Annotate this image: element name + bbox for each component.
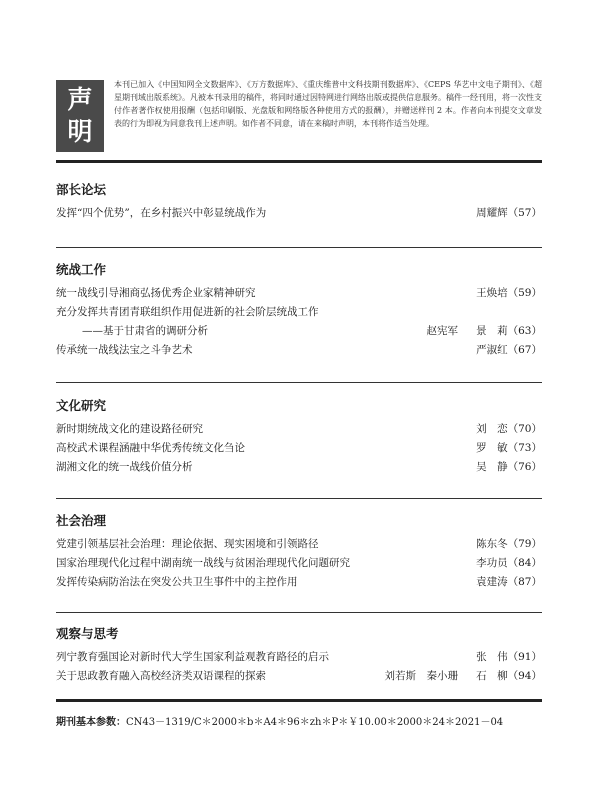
toc-entry[interactable]	[56, 573, 542, 592]
notice-badge	[56, 80, 104, 152]
article-author-page: 罗 敏（73）	[476, 442, 542, 454]
toc-entry[interactable]	[56, 554, 542, 573]
section-buzhang	[56, 180, 542, 223]
toc-entry[interactable]	[56, 439, 542, 458]
toc-entry[interactable]	[56, 341, 542, 360]
article-title: 党建引领基层社会治理：理论依据、现实困境和引领路径	[56, 538, 319, 550]
toc-entry[interactable]	[56, 535, 542, 554]
article-title: 高校武术课程涵融中华优秀传统文化刍论	[56, 442, 245, 454]
toc-entry[interactable]	[56, 667, 542, 686]
section-divider	[56, 247, 542, 248]
article-author-page: 石 柳（94）	[476, 670, 542, 682]
article-author-page: 李功员（84）	[476, 557, 542, 569]
article-author-page: 景 莉（63）	[476, 325, 542, 337]
notice-badge-char-2: 明	[67, 117, 93, 146]
article-title: 国家治理现代化过程中湖南统一战线与贫困治理现代化问题研究	[56, 557, 350, 569]
article-author-page: 严淑红（67）	[476, 344, 542, 356]
article-subtitle: ——基于甘肃省的调研分析	[82, 325, 208, 337]
article-author-page: 周耀辉（57）	[476, 207, 542, 219]
section-tongzhan	[56, 260, 542, 360]
article-title: 传承统一战线法宝之斗争艺术	[56, 344, 193, 356]
toc-entry[interactable]	[56, 420, 542, 439]
section-title: 部长论坛	[56, 182, 107, 197]
section-divider	[56, 382, 542, 383]
article-author-page: 袁建涛（87）	[476, 576, 542, 588]
toc-entry[interactable]	[56, 204, 542, 223]
article-author-page: 吴 静（76）	[476, 461, 542, 473]
section-guancha	[56, 624, 542, 686]
article-title: 列宁教育强国论对新时代大学生国家利益观教育路径的启示	[56, 651, 329, 663]
article-title: 充分发挥共青团青联组织作用促进新的社会阶层统战工作	[56, 306, 319, 318]
section-title: 文化研究	[56, 398, 107, 413]
article-title: 统一战线引导湘商弘扬优秀企业家精神研究	[56, 287, 256, 299]
article-title: 发挥“四个优势”，在乡村振兴中彰显统战作为	[56, 207, 267, 219]
section-wenhua	[56, 396, 542, 477]
article-title: 发挥传染病防治法在突发公共卫生事件中的主控作用	[56, 576, 298, 588]
section-divider	[56, 612, 542, 613]
toc-entry-subtitle[interactable]	[56, 322, 542, 341]
article-coauthor: 刘若斯 秦小珊	[384, 670, 458, 682]
section-shehui	[56, 511, 542, 592]
article-author-page: 陈东冬（79）	[476, 538, 542, 550]
section-title: 社会治理	[56, 513, 107, 528]
article-author-page: 刘 恋（70）	[476, 423, 542, 435]
toc-entry[interactable]	[56, 284, 542, 303]
journal-parameters	[56, 713, 503, 728]
article-title: 新时期统战文化的建设路径研究	[56, 423, 203, 435]
article-title: 湖湘文化的统一战线价值分析	[56, 461, 193, 473]
notice-text: 本刊已加入《中国知网全文数据库》、《万方数据库》、《重庆维普中文科技期刊数据库》、《CEPS 华艺中文电子期刊》、《超星期刊域出版系统》。凡被本刊录用的稿件，将同时通过因特网进行网络出版或提供信息服务。稿件一经刊用，将一次性支付作者著作权使用报酬（包括印刷版、光盘版和网络版各种使用方式的报酬），并赠送样刊 2 本。作者向本刊提交文章发表的行为即视为同意我刊上述声明。如作者不同意，请在来稿时声明，本刊将作适当处理。	[114, 80, 542, 128]
article-author-page: 王焕培（59）	[476, 287, 542, 299]
toc-entry[interactable]	[56, 458, 542, 477]
section-title: 统战工作	[56, 262, 107, 277]
copyright-notice	[56, 76, 544, 154]
section-divider	[56, 498, 542, 499]
notice-badge-char-1: 声	[67, 85, 93, 114]
params-label: 期刊基本参数：	[56, 717, 126, 728]
params-value: CN43－1319/C＊2000＊b＊A4＊96＊zh＊P＊￥10.00＊2000＊24＊2021－04	[126, 717, 504, 728]
section-title: 观察与思考	[56, 626, 119, 641]
toc-entry[interactable]	[56, 303, 542, 322]
article-title: 关于思政教育融入高校经济类双语课程的探索	[56, 670, 266, 682]
toc-entry[interactable]	[56, 648, 542, 667]
article-author-page: 张 伟（91）	[476, 651, 542, 663]
notice-divider	[56, 160, 542, 163]
article-coauthor: 赵宪军	[426, 325, 458, 337]
footer-divider	[56, 699, 542, 702]
